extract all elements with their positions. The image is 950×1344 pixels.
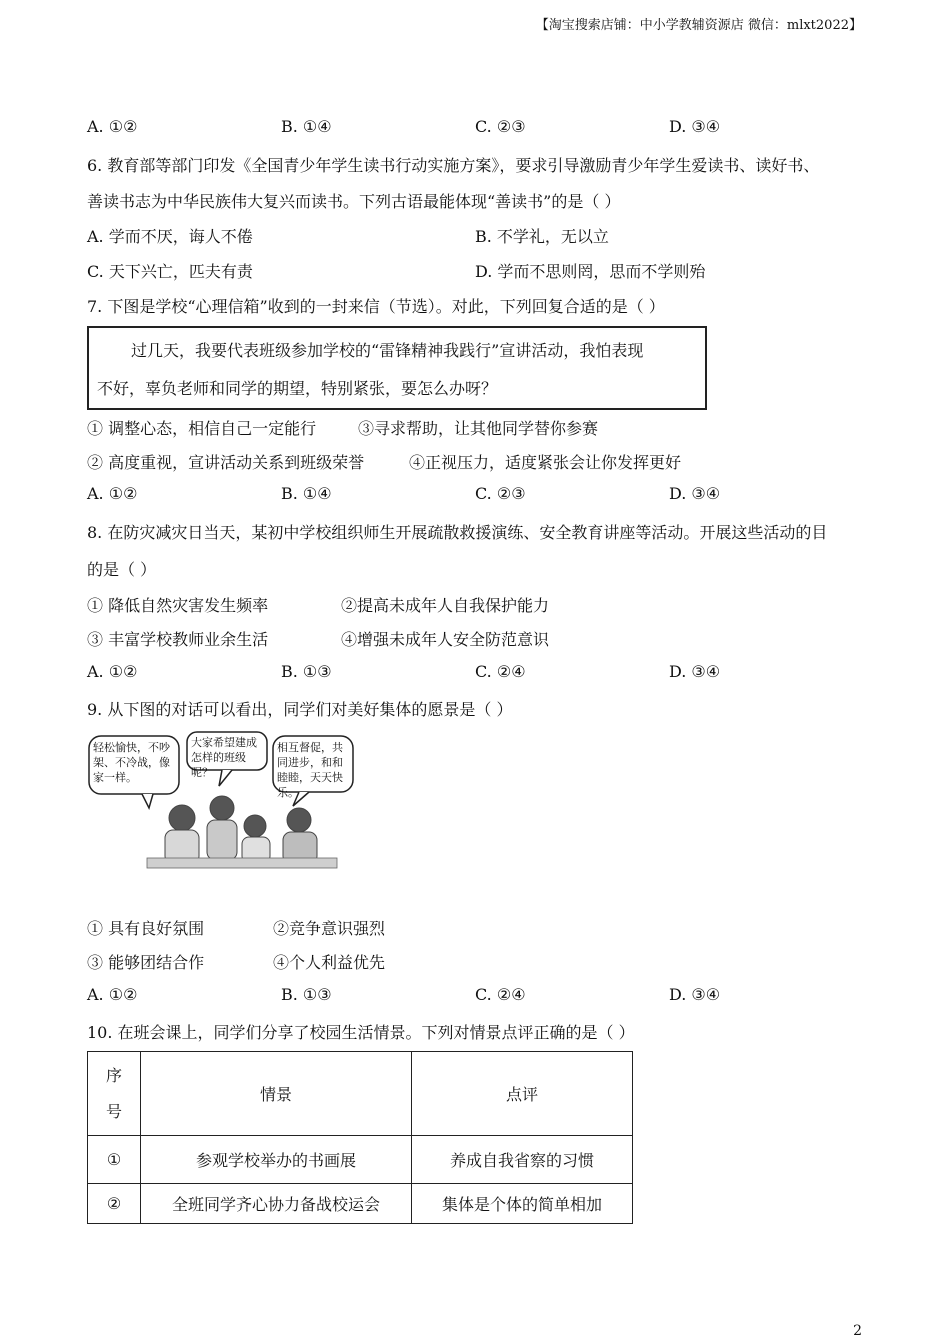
q7-stem: 7. 下图是学校“心理信箱”收到的一封来信（节选）。对此，下列回复合适的是（ ）	[87, 297, 665, 316]
q8-option-c[interactable]: C. ②④	[475, 662, 526, 681]
q5-option-a[interactable]: A. ①②	[87, 117, 138, 136]
q6-option-b[interactable]: B. 不学礼，无以立	[475, 227, 609, 246]
row1-no: ①	[88, 1136, 141, 1184]
q9-illustration	[87, 730, 357, 880]
q8-item-2: ②提高未成年人自我保护能力	[341, 596, 550, 615]
q7-option-b[interactable]: B. ①④	[281, 484, 332, 503]
q7-option-c[interactable]: C. ②③	[475, 484, 526, 503]
q7-item-2: ② 高度重视，宣讲活动关系到班级荣誉	[87, 453, 365, 472]
q7-letter-line2: 不好，辜负老师和同学的期望，特别紧张，要怎么办呀？	[97, 379, 498, 398]
q9-option-b[interactable]: B. ①③	[281, 985, 332, 1004]
bubble-left-text: 轻松愉快，不吵架、不冷战，像家一样。	[93, 741, 170, 784]
q9-item-4: ④个人利益优先	[273, 953, 386, 972]
q9-option-d[interactable]: D. ③④	[669, 985, 721, 1004]
q7-option-d[interactable]: D. ③④	[669, 484, 721, 503]
q7-option-a[interactable]: A. ①②	[87, 484, 138, 503]
q8-option-a[interactable]: A. ①②	[87, 662, 138, 681]
q7-item-3: ③寻求帮助，让其他同学替你参赛	[358, 419, 599, 438]
row2-comment: 集体是个体的简单相加	[412, 1184, 633, 1224]
table-row	[88, 1184, 633, 1224]
q6-option-a[interactable]: A. 学而不厌，诲人不倦	[87, 227, 253, 246]
q7-item-1: ① 调整心态，相信自己一定能行	[87, 419, 317, 438]
q6-option-c[interactable]: C. 天下兴亡，匹夫有责	[87, 262, 253, 281]
row2-scene: 全班同学齐心协力备战校运会	[141, 1184, 412, 1224]
q5-option-d[interactable]: D. ③④	[669, 117, 721, 136]
header-scene: 情景	[141, 1052, 412, 1136]
q6-stem-line1: 6. 教育部等部门印发《全国青少年学生读书行动实施方案》，要求引导激励青少年学生爱读书、读好书、	[87, 156, 820, 175]
q8-stem-line1: 8. 在防灾减灾日当天，某初中学校组织师生开展疏散救援演练、安全教育讲座等活动。开展这些活动的目	[87, 523, 828, 542]
q7-letter-box	[87, 326, 707, 410]
header-comment: 点评	[412, 1052, 633, 1136]
q6-option-d[interactable]: D. 学而不思则罔，思而不学则殆	[475, 262, 706, 281]
q8-stem-line2: 的是（ ）	[87, 560, 157, 579]
q7-item-4: ④正视压力，适度紧张会让你发挥更好	[409, 453, 682, 472]
header-no-char2: 号	[105, 1101, 122, 1121]
children-figures	[165, 796, 317, 864]
bubble-right	[273, 736, 353, 806]
q6-stem-line2: 善读书志为中华民族伟大复兴而读书。下列古语最能体现“善读书”的是（ ）	[87, 192, 621, 211]
q7-letter-line1: 过几天，我要代表班级参加学校的“雷锋精神我践行”宣讲活动，我怕表现	[131, 341, 644, 360]
header-no	[88, 1052, 141, 1136]
header-no-char1: 序	[105, 1065, 122, 1085]
row2-no: ②	[88, 1184, 141, 1224]
q8-item-4: ④增强未成年人安全防范意识	[341, 630, 550, 649]
q5-option-c[interactable]: C. ②③	[475, 117, 526, 136]
bubble-middle	[187, 732, 267, 786]
q10-table	[87, 1051, 633, 1224]
q8-option-d[interactable]: D. ③④	[669, 662, 721, 681]
desk	[147, 858, 337, 868]
q8-item-3: ③ 丰富学校教师业余生活	[87, 630, 269, 649]
q9-stem: 9. 从下图的对话可以看出，同学们对美好集体的愿景是（ ）	[87, 700, 513, 719]
row1-comment: 养成自我省察的习惯	[412, 1136, 633, 1184]
q9-option-a[interactable]: A. ①②	[87, 985, 138, 1004]
bubble-right-text: 相互督促，共同进步，和和睦睦，天天快乐。	[277, 741, 343, 799]
bubble-middle-text: 大家希望建成怎样的班级呢？	[191, 736, 257, 779]
q9-item-1: ① 具有良好氛围	[87, 919, 205, 938]
q9-item-2: ②竞争意识强烈	[273, 919, 386, 938]
q5-option-b[interactable]: B. ①④	[281, 117, 332, 136]
q9-item-3: ③ 能够团结合作	[87, 953, 205, 972]
table-header-row	[88, 1052, 633, 1136]
bubble-left	[89, 736, 179, 808]
table-row	[88, 1136, 633, 1184]
q8-option-b[interactable]: B. ①③	[281, 662, 332, 681]
q10-stem: 10. 在班会课上，同学们分享了校园生活情景。下列对情景点评正确的是（ ）	[87, 1023, 635, 1042]
row1-scene: 参观学校举办的书画展	[141, 1136, 412, 1184]
q9-option-c[interactable]: C. ②④	[475, 985, 526, 1004]
q8-item-1: ① 降低自然灾害发生频率	[87, 596, 269, 615]
page-header: 【淘宝搜索店铺：中小学教辅资源店 微信：mlxt2022】	[535, 18, 862, 33]
page-number: 2	[853, 1323, 862, 1339]
